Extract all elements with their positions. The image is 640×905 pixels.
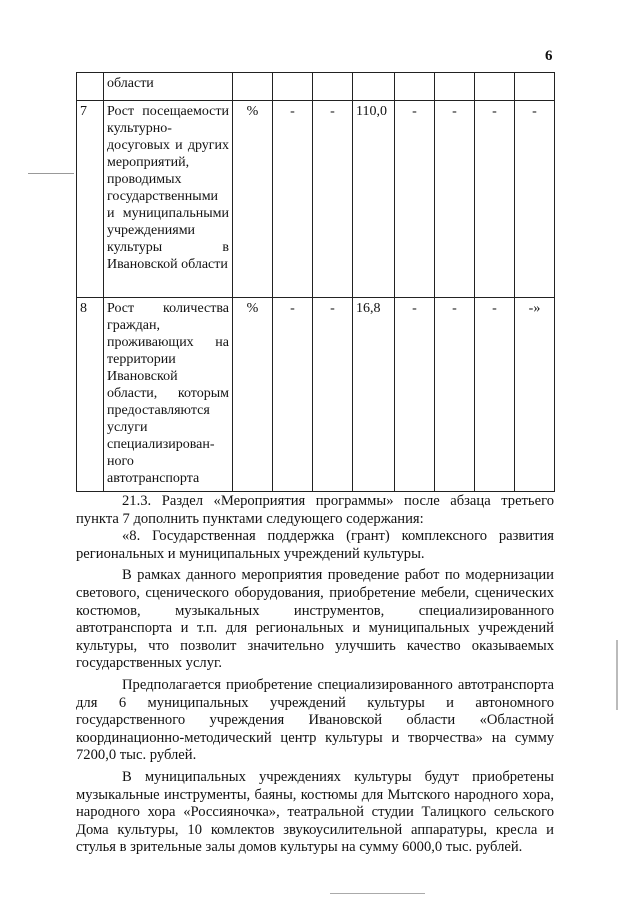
- value-cell: -: [475, 101, 515, 298]
- unit-cell: %: [233, 101, 273, 298]
- value-cell: -: [475, 298, 515, 492]
- paragraph: 21.3. Раздел «Мероприятия программы» после абзаца третьего пункта 7 дополнить пунктами следующего содержания:: [76, 493, 554, 527]
- value-cell: -: [313, 298, 353, 492]
- value-cell: [435, 73, 475, 101]
- value-cell: [353, 73, 395, 101]
- indicators-table: [76, 72, 555, 492]
- paragraph: В муниципальных учреждениях культуры будут приобретены музыкальные инструменты, баяны, костюмы для Мытского народного хора, народного хора «Россияночка», театральной студии Талицкого сельского Дома культуры, 10 комлектов звукоусилительной аппаратуры, кресла и стулья в зрительные залы домов культуры на сумму 6000,0 тыс. рублей.: [76, 768, 554, 856]
- value-cell: -: [395, 298, 435, 492]
- value-cell: [515, 73, 555, 101]
- table-row: [77, 101, 555, 298]
- scan-edge-mark: [616, 640, 618, 710]
- value-cell: 110,0: [353, 101, 395, 298]
- table-row: [77, 298, 555, 492]
- value-cell: 16,8: [353, 298, 395, 492]
- amendment-text: [76, 493, 554, 857]
- value-cell: -: [273, 101, 313, 298]
- paragraph: В рамках данного мероприятия проведение работ по модернизации светового, сценического оборудования, приобретение мебели, сценических костюмов, музыкальных инструментов, специализированного автотранспорта и т.п. для региональных и муниципальных учреждений культуры, что позволит значительно улучшить качество оказываемых государственных услуг.: [76, 567, 554, 672]
- value-cell: [475, 73, 515, 101]
- value-cell: -: [395, 101, 435, 298]
- value-cell: [313, 73, 353, 101]
- scan-bottom-mark: [330, 893, 425, 894]
- row-number: 8: [77, 298, 104, 492]
- indicator-name: Рост посещаемости культурно-досуговых и других мероприятий, проводимых государственными и муниципальными учреждениями культуры в Ивановской области: [104, 101, 233, 298]
- value-cell: -»: [515, 298, 555, 492]
- value-cell: -: [435, 298, 475, 492]
- page-number: 6: [545, 48, 553, 64]
- value-cell: [273, 73, 313, 101]
- value-cell: -: [313, 101, 353, 298]
- unit-cell: [233, 73, 273, 101]
- scan-dash-mark: [28, 173, 74, 174]
- value-cell: -: [435, 101, 475, 298]
- unit-cell: %: [233, 298, 273, 492]
- value-cell: [395, 73, 435, 101]
- table-row: [77, 73, 555, 101]
- row-number: 7: [77, 101, 104, 298]
- value-cell: -: [515, 101, 555, 298]
- indicator-name: Рост количества граждан, проживающих на территории Ивановской области, которым предоставляются услуги специализирован-ного автотранспорта: [104, 298, 233, 492]
- paragraph: «8. Государственная поддержка (грант) комплексного развития региональных и муниципальных учреждений культуры.: [76, 528, 554, 562]
- paragraph: Предполагается приобретение специализированного автотранспорта для 6 муниципальных учреждений культуры и автономного государственного учреждения Ивановской области «Областной координационно-методический центр культуры и творчества» на сумму 7200,0 тыс. рублей.: [76, 676, 554, 764]
- indicator-name: области: [104, 73, 233, 101]
- value-cell: -: [273, 298, 313, 492]
- row-number: [77, 73, 104, 101]
